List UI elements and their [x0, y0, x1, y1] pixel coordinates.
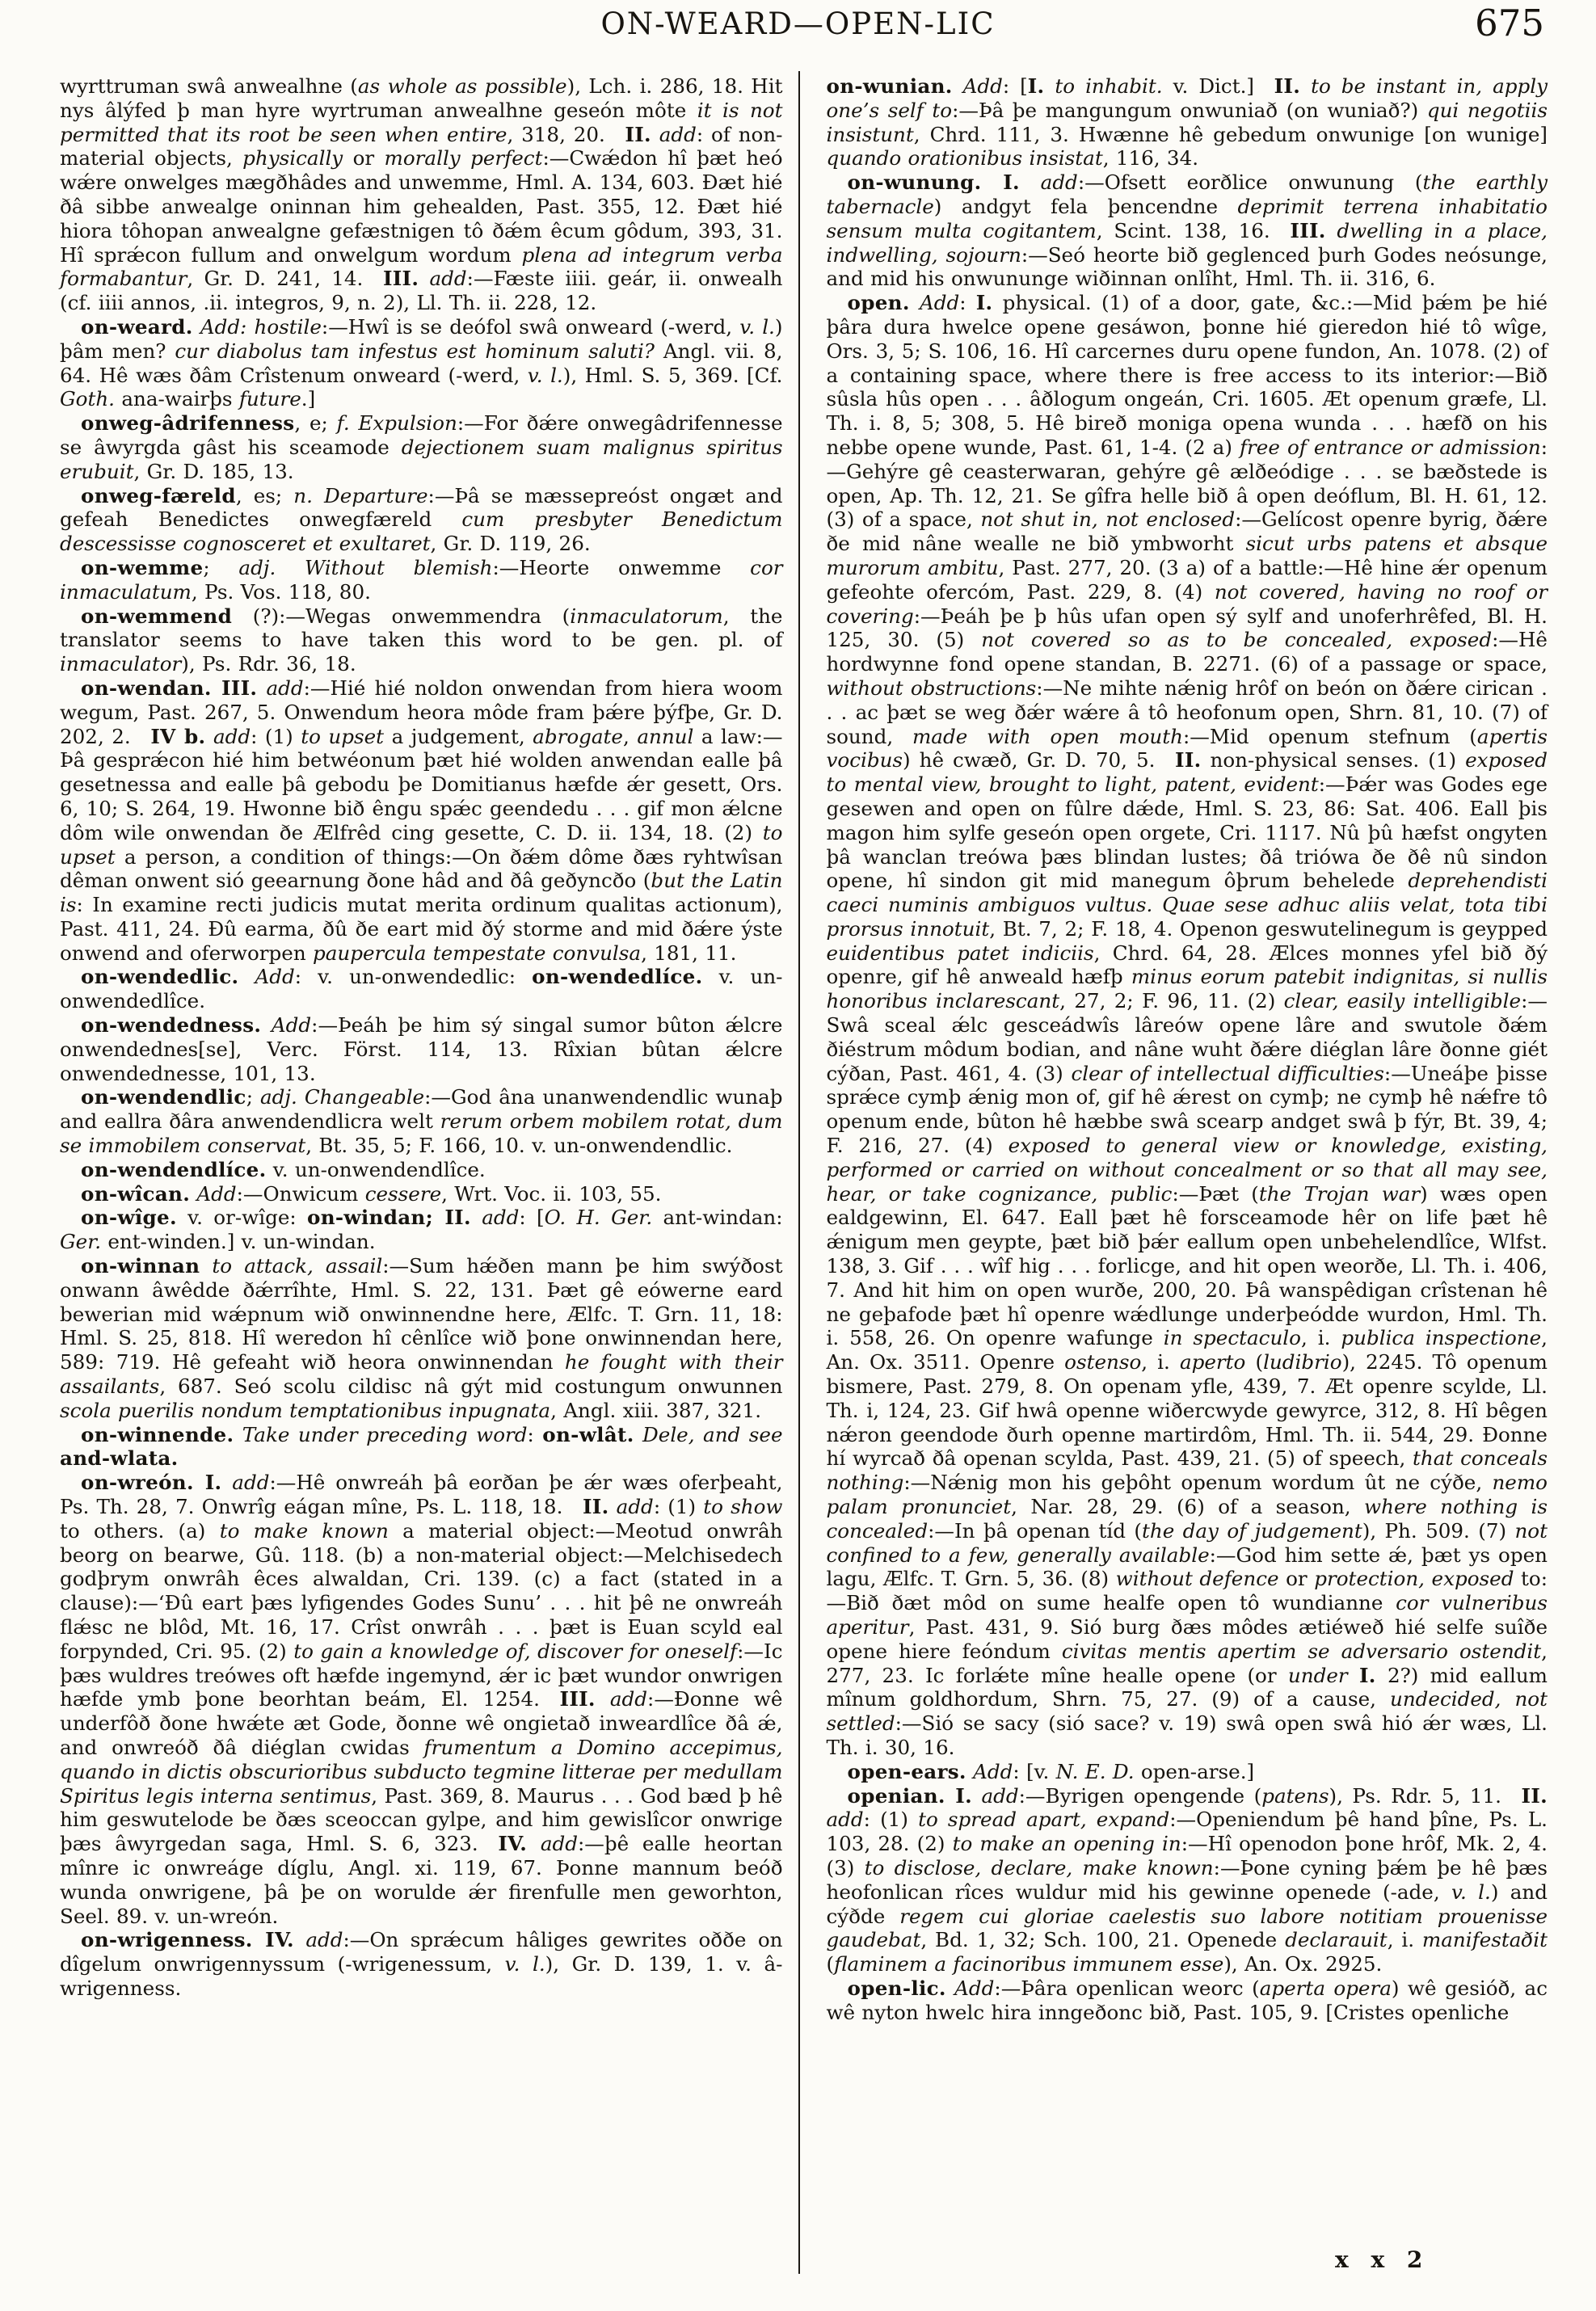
dictionary-entry: open-lic. Add:—Þâra openlican weorc (aperta opera) wê gesióð, ac wê nyton hwelc hira inngeðonc bið, Past. 105, 9. [Cristes openliche [826, 1976, 1548, 2024]
dictionary-entry: on-weard. Add: hostile:—Hwî is se deófol swâ onweard (-werd, v. l.) þâm men? cur diabolus tam infestus est hominum saluti? Angl. vii. 8, 64. Hê wæs ðâm Crîstenum onweard (-werd, v. l.), Hml. S. 5, 369. [Cf. Goth. ana-wairþs future.] [60, 314, 783, 411]
text-columns [60, 74, 1548, 2025]
dictionary-entry: on-wrigenness. IV. add:—On sprǽcum hâliges gewrites oððe on dîgelum onwrigennyssum (-wrigenessum, v. l.), Gr. D. 139, 1. v. â-wrigenness. [60, 1928, 783, 2000]
page-number: 675 [1475, 2, 1544, 44]
column-left [60, 74, 804, 2001]
dictionary-entry: wyrttruman swâ anwealhne (as whole as possible), Lch. i. 286, 18. Hit nys âlýfed þ man hyre wyrtruman anwealhne geseón môte it is not permitted that its root be seen when entire, 318, 20. II. add: of non-material objects, physically or morally perfect:—Cwǽdon hî þæt heó wǽre onwelges mægðhâdes and unwemme, Hml. A. 134, 603. Ðæt hié ðâ sibbe anwealge oninnan him gehealden, Past. 355, 12. Ðæt hié hiora tôhopan anwealgne gefæstnigen tô ðǽm êcum gôdum, 393, 31. Hî sprǽcon fullum and onwelgum wordum plena ad integrum verba formabantur, Gr. D. 241, 14. III. add:—Fæste iiii. geár, ii. onwealh (cf. iiii annos, .ii. integros, 9, n. 2), Ll. Th. ii. 228, 12. [60, 74, 783, 315]
dictionary-entry: on-wendendlic; adj. Changeable:—God âna unanwendendlic wunaþ and eallra ðâra anwendendlicra welt rerum orbem mobilem rotat, dum se immobilem conservat, Bt. 35, 5; F. 166, 10. v. un-onwendendlic. [60, 1085, 783, 1158]
dictionary-entry: open. Add: I. physical. (1) of a door, gate, &c.:—Mid þǽm þe hié þâra dura hwelce opene gesáwon, þonne hié gieredon hié tô wîge, Ors. 3, 5; S. 106, 16. Hî carcernes duru opene fundon, An. 1078. (2) of a containing space, where there is free access to its interior:—Bið sûsla hûs open . . . âðlogum ongeán, Cri. 1605. Æt openum græfe, Ll. Th. i. 8, 5; 308, 5. Hê bireð moniga opena wunda . . . hæfð on his nebbe opene wunde, Past. 61, 1-4. (2 a) free of entrance or admission:—Gehýre gê ceasterwaran, gehýre gê ælðeódige . . . se bæðstede is open, Ap. Th. 12, 21. Se gîfra helle bið â open deóflum, Bl. H. 61, 12. (3) of a space, not shut in, not enclosed:—Gelícost openre byrig, ðǽre ðe mid nâne wealle ne bið ymbworht sicut urbs patens et absque murorum ambitu, Past. 277, 20. (3 a) of a battle:—Hê hine ǽr openum gefeohte ofercóm, Past. 229, 8. (4) not covered, having no roof or covering:—Þeáh þe þ hûs ufan open sý sylf and unoferhrêfed, Bl. H. 125, 30. (5) not covered so as to be concealed, exposed:—Hê hordwynne fond opene standan, B. 2271. (6) of a passage or space, without obstructions:—Ne mihte nǽnig hrôf on beón on ðǽre cirican . . . ac þæt se weg ðǽr wǽre â tô heofonum open, Shrn. 81, 10. (7) of sound, made with open mouth:—Mid openum stefnum (apertis vocibus) hê cwæð, Gr. D. 70, 5. II. non-physical senses. (1) exposed to mental view, brought to light, patent, evident:—Þǽr was Godes ege gesewen and open on fûlre dǽde, Hml. S. 23, 86: Sat. 406. Eall þis magon him sylfe geseón open orgete, Cri. 1117. Nû þû hæfst ongyten þâ wanclan treówa þæs blindan lustes; ðâ triówa ðe ðê nû sindon opene, hî sindon git mid manegum ôþrum behelede deprehendisti caeci numinis ambiguos vultus. Quae sese adhuc aliis velat, tota tibi prorsus innotuit, Bt. 7, 2; F. 18, 4. Openon geswutelinegum is geypped euidentibus patet indiciis, Chrd. 64, 28. Ælces monnes yfel bið ðý openre, gif hê anweald hæfþ minus eorum patebit indignitas, si nullis honoribus inclarescant, 27, 2; F. 96, 11. (2) clear, easily intelligible:—Swâ sceal ǽlc gesceádwîs lâreów opene lâre and swutole ðǽm ðiéstrum môdum bodian, and nâne wuht ðǽre diéglan lâre ðonne giét cýðan, Past. 461, 4. (3) clear of intellectual difficulties:—Uneáþe þisse sprǽce cymþ ǽnig mon of, gif hê ǽrest on cymþ; ne cymþ hê nǽfre tô openum ende, bûton hê hæbbe swâ scearp andget swâ þ fýr, Bt. 39, 4; F. 216, 27. (4) exposed to general view or knowledge, existing, performed or carried on without concealment or so that all may see, hear, or take cognizance, public:—Þæt (the Trojan war) wæs open ealdgewinn, El. 647. Eall þæt hê forsceamode hêr on life þæt hê ǽnigum men geypte, þæt bið þǽr eallum open unbehelendlîce, Wlfst. 138, 3. Gif . . . wîf hig . . . forlicge, and hit open weorðe, Ll. Th. i. 406, 7. And hit him on open wurðe, 200, 20. Þâ wanspêdigan crîstenan hê ne geþafode þæt hî openre wǽdlunge underþeódde wurdon, Hml. Th. i. 558, 26. On openre wafunge in spectaculo, i. publica inspectione, An. Ox. 3511. Openre ostenso, i. aperto (ludibrio), 2245. Tô openum bismere, Past. 279, 8. On openam yfle, 439, 7. Æt openre scylde, Ll. Th. i, 124, 23. Gif hwâ openne wiðercwyde gewyrce, 312, 8. Hî bêgen nǽron geendode ðurh openne martirdôm, Hml. Th. ii. 544, 29. Ðonne hí wyrcað ðâ openan scylda, Past. 439, 21. (5) of speech, that conceals nothing:—Nǽnig mon his geþôht openum wordum ût ne cýðe, nemo palam pronunciet, Nar. 28, 29. (6) of a season, where nothing is concealed:—In þâ openan tíd (the day of judgement), Ph. 509. (7) not confined to a few, generally available:—God him sette ǽ, þæt ys open lagu, Ælfc. T. Grn. 5, 36. (8) without defence or protection, exposed to:—Bið ðæt môd on sume healfe open tô wundianne cor vulneribus aperitur, Past. 431, 9. Sió burg ðæs môdes ætiéweð hié selfe suîðe opene hiere feóndum civitas mentis apertim se adversario ostendit, 277, 23. Ic forlǽte mîne healle opene (or under I. 2?) mid eallum mînum goldhordum, Shrn. 75, 27. (9) of a cause, undecided, not settled:—Sió se sacy (sió sace? v. 19) swâ open swâ hió ǽr wæs, Ll. Th. i. 30, 16. [826, 291, 1548, 1759]
dictionary-entry: onweg-âdrifenness, e; f. Expulsion:—For ðǽre onwegâdrifennesse se âwyrgda gâst his sceamode dejectionem suam malignus spiritus erubuit, Gr. D. 185, 13. [60, 411, 783, 483]
dictionary-entry: on-wendedlic. Add: v. un-onwendedlic: on-wendedlíce. v. un-onwendedlîce. [60, 965, 783, 1013]
dictionary-entry: on-wendedness. Add:—Þeáh þe him sý singal sumor bûton ǽlcre onwendednes[se], Verc. Först. 114, 13. Rîxian bûtan ǽlcre onwendednesse, 101, 13. [60, 1013, 783, 1085]
dictionary-entry: openian. I. add:—Byrigen opengende (patens), Ps. Rdr. 5, 11. II. add: (1) to spread apart, expand:—Openiendum þê hand þîne, Ps. L. 103, 28. (2) to make an opening in:—Hî openodon þone hrôf, Mk. 2, 4. (3) to disclose, declare, make known:—Þone cyning þǽm þe hê þæs heofonlican rîces wuldur mid his gewinne openede (-ade, v. l.) and cýðde regem cui gloriae caelestis suo labore notitiam prouenisse gaudebat, Bd. 1, 32; Sch. 100, 21. Openede declarauit, i. manifestaðit (flaminem a facinoribus immunem esse), An. Ox. 2925. [826, 1783, 1548, 1976]
dictionary-entry: open-ears. Add: [v. N. E. D. open-arse.] [847, 1759, 1255, 1783]
dictionary-entry: on-winnan to attack, assail:—Sum hǽðen mann þe him swýðost onwann âwêdde ðǽrrîhte, Hml. S. 22, 131. Þæt gê eówerne eard bewerian mid wǽpnum wið onwinnendne here, Ælfc. T. Grn. 11, 18: Hml. S. 25, 818. Hî weredon hî cênlîce wið þone onwinnendan here, 589: 719. Hê gefeaht wið heora onwinnendan he fought with their assailants, 687. Seó scolu cildisc nâ gýt mid costungum onwunnen scola puerilis nondum temptationibus inpugnata, Angl. xiii. 387, 321. [60, 1254, 783, 1422]
dictionary-entry: on-wunung. I. add:—Ofsett eorðlice onwunung (the earthly tabernacle) andgyt fela þencendne deprimit terrena inhabitatio sensum multa cogitantem, Scint. 138, 16. III. dwelling in a place, indwelling, sojourn:—Seó heorte bið geglenced þurh Godes neósunge, and mid his onwununge wiðinnan onlîht, Hml. Th. ii. 316, 6. [826, 170, 1548, 291]
dictionary-entry: on-wendan. III. add:—Hié hié noldon onwendan from hiera woom wegum, Past. 267, 5. Onwendum heora môde fram þǽre þýfþe, Gr. D. 202, 2. IV b. add: (1) to upset a judgement, abrogate, annul a law:—Þâ gesprǽcon hié him betwéonum þæt hié wolden anwendan ealle þâ gesetnessa and ealle þâ gebodu þe Domitianus hæfde ǽr gesett, Ors. 6, 10; S. 264, 19. Hwonne bið êngu spǽc geendedu . . . gif mon ǽlcne dôm wile onwendan ðe Ælfrêd cing gesette, C. D. ii. 134, 18. (2) to upset a person, a condition of things:—On ðǽm dôme ðæs ryhtwîsan dêman onwent sió geearnung ðone hâd and ðâ geðyncðo (but the Latin is: In examine recti judicis mutat merita ordinum qualitas actionum), Past. 411, 24. Ðû earma, ðû ðe eart mid ðý storme and mid ðǽre ýste onwend and oferworpen paupercula tempestate convulsa, 181, 11. [60, 676, 783, 965]
dictionary-entry: on-wîcan. Add:—Onwicum cessere, Wrt. Voc. ii. 103, 55. [81, 1181, 662, 1206]
dictionary-entry: on-wîge. v. or-wîge: on-windan; II. add: [O. H. Ger. ant-windan: Ger. ent-winden.] v. un-windan. [60, 1206, 783, 1254]
dictionary-entry: on-wendendlíce. v. un-onwendendlîce. [81, 1157, 486, 1181]
column-right [804, 74, 1548, 2025]
printers-signature: x x 2 [1335, 2246, 1430, 2273]
dictionary-entry: onweg-færeld, es; n. Departure:—Þâ se mæssepreóst ongæt and gefeah Benedictes onwegfæreld cum presbyter Benedictum descessisse cognosceret et exultaret, Gr. D. 119, 26. [60, 483, 783, 556]
dictionary-entry: on-wunian. Add: [I. to inhabit. v. Dict.] II. to be instant in, apply one’s self to:—Þâ þe mangungum onwuniað (on wuniað?) qui negotiis insistunt, Chrd. 111, 3. Hwænne hê gebedum onwunige [on wunige] quando orationibus insistat, 116, 34. [826, 74, 1548, 170]
dictionary-entry: on-wemmend (?):—Wegas onwemmendra (inmaculatorum, the translator seems to have taken this word to be gen. pl. of inmaculator), Ps. Rdr. 36, 18. [60, 604, 783, 676]
dictionary-entry: on-wemme; adj. Without blemish:—Heorte onwemme cor inmaculatum, Ps. Vos. 118, 80. [60, 555, 783, 604]
dictionary-entry: on-winnende. Take under preceding word: on-wlât. Dele, and see and-wlata. [60, 1422, 783, 1471]
dictionary-entry: on-wreón. I. add:—Hê onwreáh þâ eorðan þe ǽr wæs oferþeaht, Ps. Th. 28, 7. Onwrîg eágan mîne, Ps. L. 118, 18. II. add: (1) to show to others. (a) to make known a material object:—Meotud onwrâh beorg on bearwe, Gû. 118. (b) a non-material object:—Melchisedech godþrym onwrâh êces alwaldan, Cri. 139. (c) a fact (stated in a clause):—‘Ðû eart þæs lyfigendes Godes Sunu’ . . . hit þê ne onwreáh flǽsc ne blôd, Mt. 16, 17. Crîst onwrâh . . . þæt is Euan scyld eal forpynded, Cri. 95. (2) to gain a knowledge of, discover for oneself:—Ic þæs wuldres treówes oft hæfde ingemynd, ǽr ic þæt wundor onwrigen hæfde ymb þone beorhtan beám, El. 1254. III. add:—Ðonne wê underfôð ðone hwǽte æt Gode, ðonne wê ongietað inweardlîce ðâ ǽ, and onwreóð ðâ diéglan cwidas frumentum a Domino accepimus, quando in dictis obscurioribus subducto tegmine litterae per medullam Spiritus legis interna sentimus, Past. 369, 8. Maurus . . . God bæd þ hê him geswutelode be ðæs sceoccan gylpe, and him gewislîcor onwrige þæs âwyrgedan saga, Hml. S. 6, 323. IV. add:—þê ealle heortan mînre ic onwreáge díglu, Angl. xi. 119, 67. Þonne mannum beóð wunda onwrigene, þâ þe on worulde ǽr firenfulle men geworhton, Seel. 89. v. un-wreón. [60, 1471, 783, 1928]
running-head-title: ON-WEARD—OPEN-LIC [600, 6, 996, 41]
